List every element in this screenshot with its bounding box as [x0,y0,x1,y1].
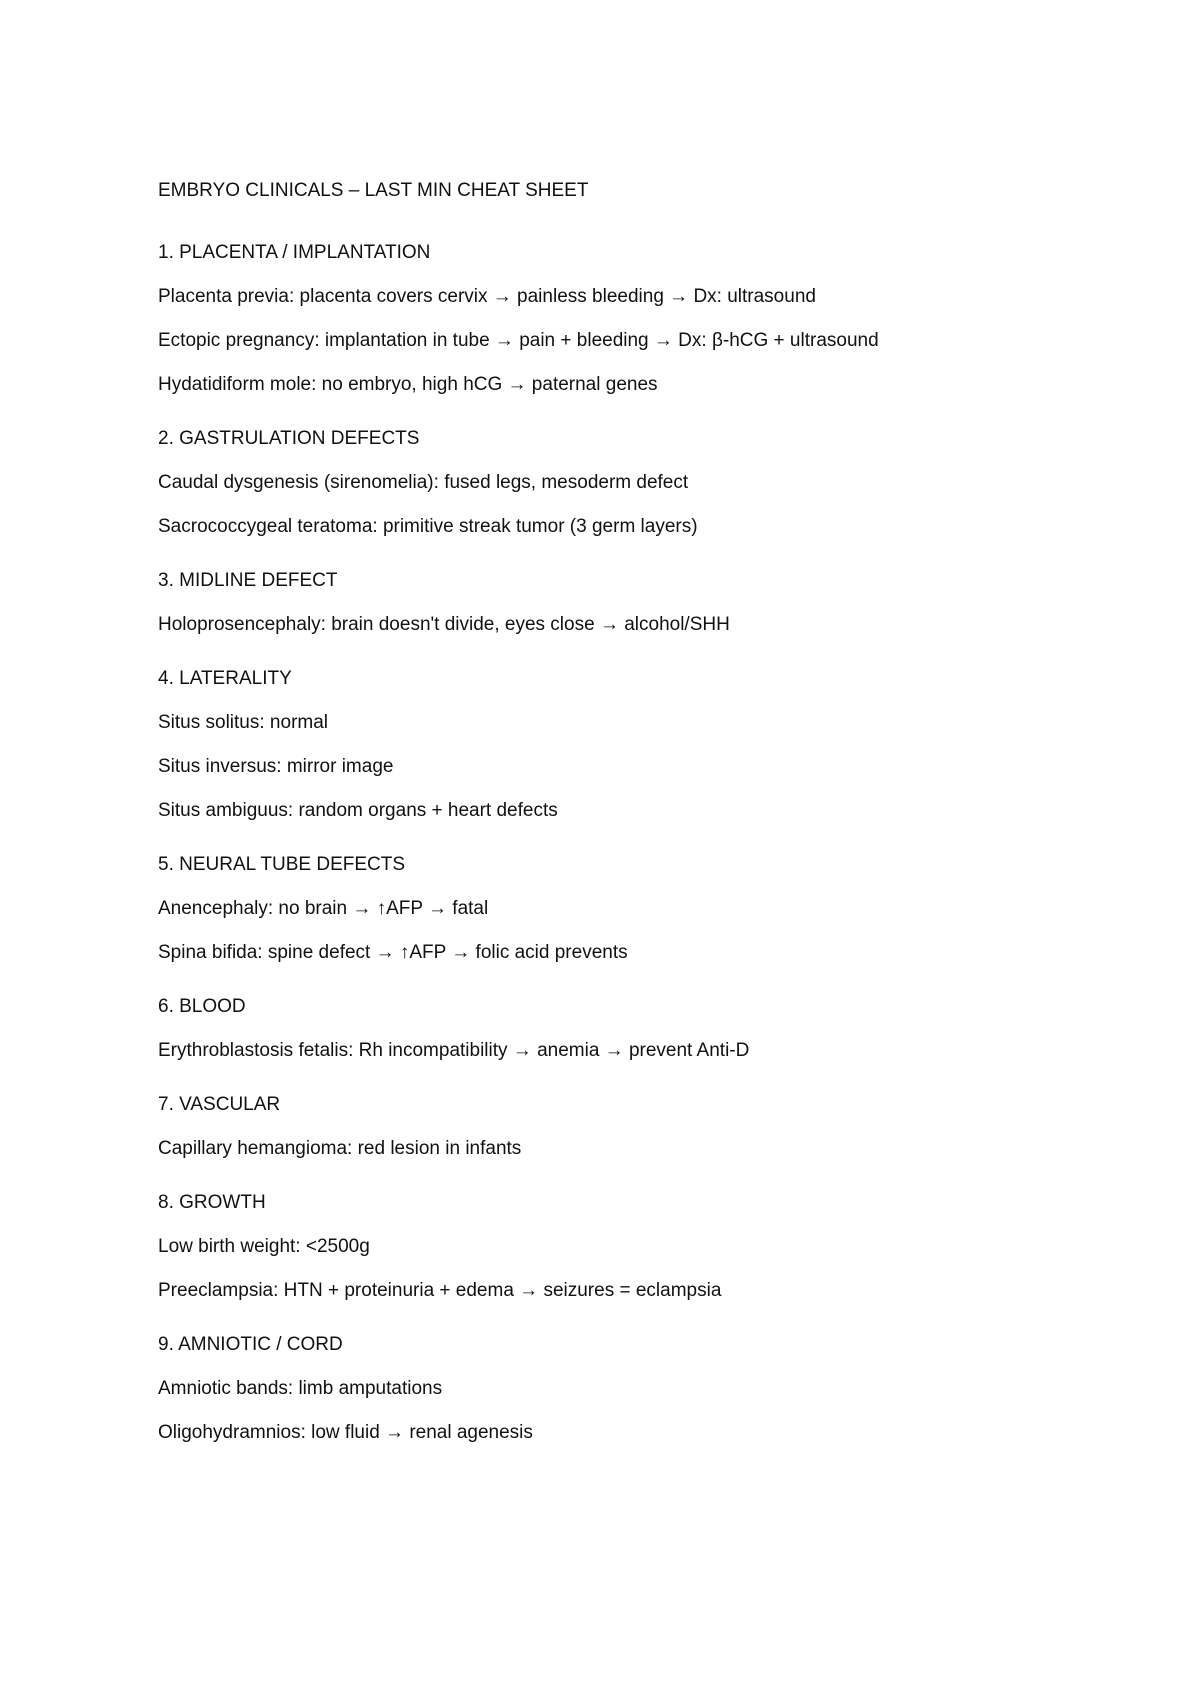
note-line: Spina bifida: spine defect → ↑AFP → folic acid prevents [158,942,628,963]
note-line: Caudal dysgenesis (sirenomelia): fused legs, mesoderm defect [158,472,689,493]
section-heading: 7. VASCULAR [158,1094,281,1115]
section-amniotic-cord [158,1332,1138,1446]
section-gastrulation-defects [158,426,1138,540]
note-line: Ectopic pregnancy: implantation in tube → pain + bleeding → Dx: β-hCG + ultrasound [158,330,879,351]
section-midline-defect [158,568,1138,638]
section-vascular [158,1092,1138,1162]
note-line: Situs inversus: mirror image [158,756,394,777]
section-heading: 2. GASTRULATION DEFECTS [158,428,420,449]
document-title: EMBRYO CLINICALS – LAST MIN CHEAT SHEET [158,180,589,201]
note-line: Capillary hemangioma: red lesion in infants [158,1138,522,1159]
section-laterality [158,666,1138,824]
note-line: Sacrococcygeal teratoma: primitive streak tumor (3 germ layers) [158,516,698,537]
note-line: Low birth weight: <2500g [158,1236,370,1257]
note-line: Amniotic bands: limb amputations [158,1378,443,1399]
section-blood [158,994,1138,1064]
note-line: Anencephaly: no brain → ↑AFP → fatal [158,898,489,919]
section-heading: 9. AMNIOTIC / CORD [158,1334,343,1355]
note-line: Oligohydramnios: low fluid → renal agenesis [158,1422,533,1443]
note-line: Preeclampsia: HTN + proteinuria + edema → seizures = eclampsia [158,1280,722,1301]
section-heading: 5. NEURAL TUBE DEFECTS [158,854,406,875]
note-line: Situs ambiguus: random organs + heart defects [158,800,558,821]
note-line: Hydatidiform mole: no embryo, high hCG → paternal genes [158,374,658,395]
section-placenta-implantation [158,240,1138,398]
section-neural-tube-defects [158,852,1138,966]
section-heading: 6. BLOOD [158,996,246,1017]
document-page [158,178,1138,1474]
note-line: Placenta previa: placenta covers cervix → painless bleeding → Dx: ultrasound [158,286,816,307]
section-heading: 8. GROWTH [158,1192,266,1213]
section-heading: 3. MIDLINE DEFECT [158,570,338,591]
note-line: Situs solitus: normal [158,712,329,733]
section-heading: 4. LATERALITY [158,668,292,689]
section-heading: 1. PLACENTA / IMPLANTATION [158,242,431,263]
note-line: Holoprosencephaly: brain doesn't divide, eyes close → alcohol/SHH [158,614,730,635]
note-line: Erythroblastosis fetalis: Rh incompatibility → anemia → prevent Anti-D [158,1040,750,1061]
section-growth [158,1190,1138,1304]
